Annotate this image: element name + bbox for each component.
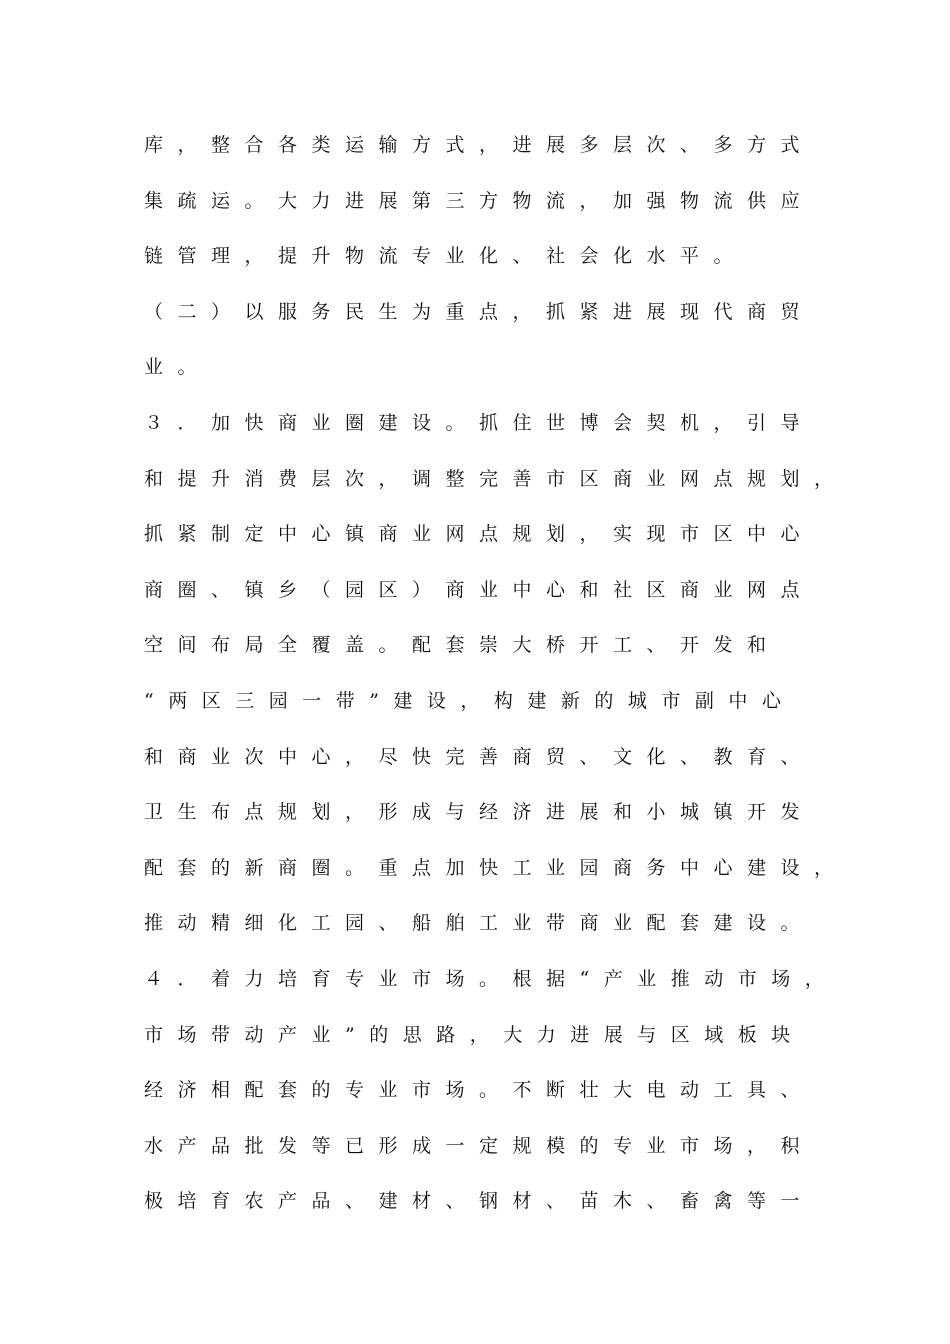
text-line: 抓紧制定中心镇商业网点规划，实现市区中心 — [144, 523, 815, 546]
text-line: 和提升消费层次，调整完善市区商业网点规划， — [144, 467, 848, 490]
text-line: ４．着力培育专业市场。根据“产业推动市场， — [144, 967, 839, 990]
text-line: 极培育农产品、建材、钢材、苗木、畜禽等一 — [144, 1190, 815, 1213]
text-line: ３．加快商业圈建设。抓住世博会契机，引导 — [144, 411, 815, 434]
text-line: 卫生布点规划，形成与经济进展和小城镇开发 — [144, 801, 815, 824]
section-heading: 业。 — [144, 356, 212, 379]
text-line: 配套的新商圈。重点加快工业园商务中心建设， — [144, 856, 848, 879]
text-line: 经济相配套的专业市场。不断壮大电动工具、 — [144, 1079, 815, 1102]
text-line: 空间布局全覆盖。配套崇大桥开工、开发和 — [144, 634, 781, 657]
text-line: 链管理，提升物流专业化、社会化水平。 — [144, 245, 748, 268]
text-line: 和商业次中心，尽快完善商贸、文化、教育、 — [144, 745, 815, 768]
text-line: 商圈、镇乡（园区）商业中心和社区商业网点 — [144, 578, 815, 601]
text-line: 库，整合各类运输方式，进展多层次、多方式 — [144, 134, 815, 156]
text-line: 推动精细化工园、船舶工业带商业配套建设。 — [144, 912, 815, 935]
text-line: 集疏运。大力进展第三方物流，加强物流供应 — [144, 189, 815, 212]
text-line: 水产品批发等已形成一定规模的专业市场，积 — [144, 1134, 815, 1157]
body-text — [144, 122, 848, 1234]
section-heading: （二）以服务民生为重点，抓紧进展现代商贸 — [144, 300, 815, 323]
text-line: “两区三园一带”建设，构建新的城市副中心 — [144, 689, 796, 712]
text-line: 市场带动产业”的思路，大力进展与区域板块 — [144, 1023, 805, 1046]
